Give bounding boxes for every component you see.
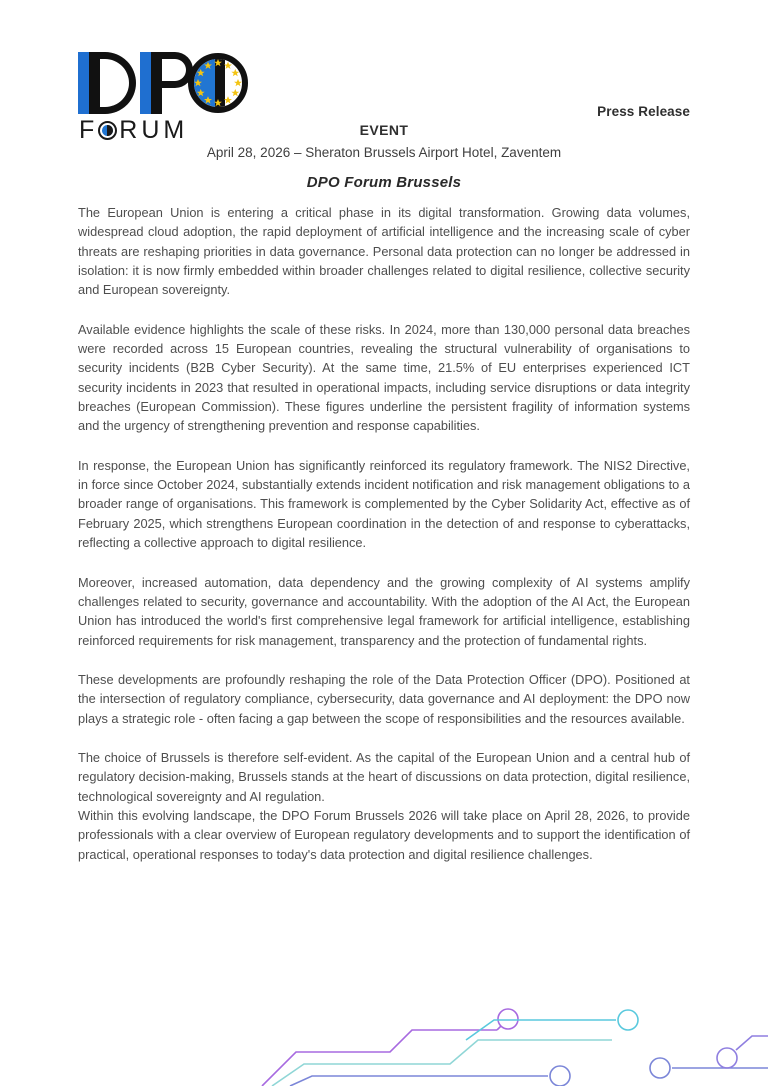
circuit-trace-purple: [262, 1030, 497, 1086]
logo-blue-bar: [140, 52, 151, 114]
logo-blue-bar: [78, 52, 89, 114]
event-date-location: April 28, 2026 – Sheraton Brussels Airport Hotel, Zaventem: [206, 145, 562, 160]
body-paragraph: The choice of Brussels is therefore self-evident. As the capital of the European Union and a central hub of regulatory decision-making, Brussels stands at the heart of discussions on data protection, digital resilience, technological sovereignty and AI regulation.: [78, 749, 690, 804]
logo-forum-rum: RUM: [119, 116, 189, 144]
logo-letter-p-icon: [140, 52, 192, 114]
body-paragraph: Within this evolving landscape, the DPO Forum Brussels 2026 will take place on April 28, 2026, to provide professionals with a clear overview of European regulatory developments and to support the identification of practical, operational responses to today's data protection and digital resilience challenges.: [78, 807, 690, 862]
logo-d-bowl: [98, 52, 136, 114]
circuit-node-right-violet: [717, 1048, 737, 1068]
body-paragraph: Available evidence highlights the scale of these risks. In 2024, more than 130,000 personal data breaches were recorded across 15 European countries, revealing the structural vulnerability of organisations to security incidents (B2B Cyber Security). At the same time, 21.5% of EU enterprises experienced ICT security incidents in 2023 that resulted in operational impacts, including service disruptions or data integrity breaches (European Commission). These figures underline the persistent fragility of information systems and the urgency of strengthening prevention and response capabilities.: [78, 321, 690, 434]
circuit-trace-teal: [272, 1040, 612, 1086]
logo-forum-f: F: [79, 116, 99, 144]
press-release-body: [78, 203, 690, 864]
circuit-node-periwinkle: [550, 1066, 570, 1086]
circuit-node-right-blue: [650, 1058, 670, 1078]
body-paragraph: Moreover, increased automation, data dependency and the growing complexity of AI systems amplify challenges related to security, governance and accountability. With the adoption of the AI Act, the European Union has introduced the world's first comprehensive legal framework for artificial intelligence, establishing reinforced requirements for risk management, transparency and the protection of fundamental rights.: [78, 574, 690, 648]
circuit-trace-decoration: [0, 996, 768, 1086]
event-label: EVENT: [359, 122, 409, 138]
circuit-node-purple: [498, 1009, 518, 1029]
circuit-trace-purple-stub: [497, 1026, 501, 1030]
circuit-trace-cyan: [466, 1020, 616, 1040]
circuit-trace-right-violet: [736, 1036, 768, 1050]
logo-wordmark: [78, 52, 263, 114]
document-header: [0, 0, 768, 200]
body-paragraph: These developments are profoundly reshaping the role of the Data Protection Officer (DPO). Positioned at the intersection of regulatory compliance, cybersecurity, data governance and AI deployment: the DPO now plays a strategic role - often facing a gap between the scope of responsibilities and the resources available.: [78, 671, 690, 726]
eu-stars-icon: [188, 53, 248, 113]
event-title: DPO Forum Brussels: [306, 174, 462, 191]
press-release-label: Press Release: [597, 104, 690, 119]
eu-circle-icon: [188, 53, 248, 113]
circuit-trace-periwinkle: [290, 1076, 548, 1086]
circuit-node-cyan: [618, 1010, 638, 1030]
body-paragraph: In response, the European Union has significantly reinforced its regulatory framework. The NIS2 Directive, in force since October 2024, substantially extends incident notification and risk management obligations to a broader range of organisations. This framework is complemented by the Cyber Solidarity Act, effective as of February 2025, which strengthens European coordination in the detection of and response to cyberattacks, reflecting a collective approach to digital resilience.: [78, 457, 690, 551]
logo-letter-d-icon: [78, 52, 136, 114]
body-paragraph: The European Union is entering a critical phase in its digital transformation. Growing data volumes, widespread cloud adoption, the rapid deployment of artificial intelligence and the increasing scale of cyber threats are reshaping priorities in data governance. Personal data protection can no longer be addressed in isolation: it is now firmly embedded within broader challenges related to digital resilience, collective security and European sovereignty.: [78, 205, 690, 298]
logo-letter-o-eu-flag-icon: [188, 53, 248, 113]
